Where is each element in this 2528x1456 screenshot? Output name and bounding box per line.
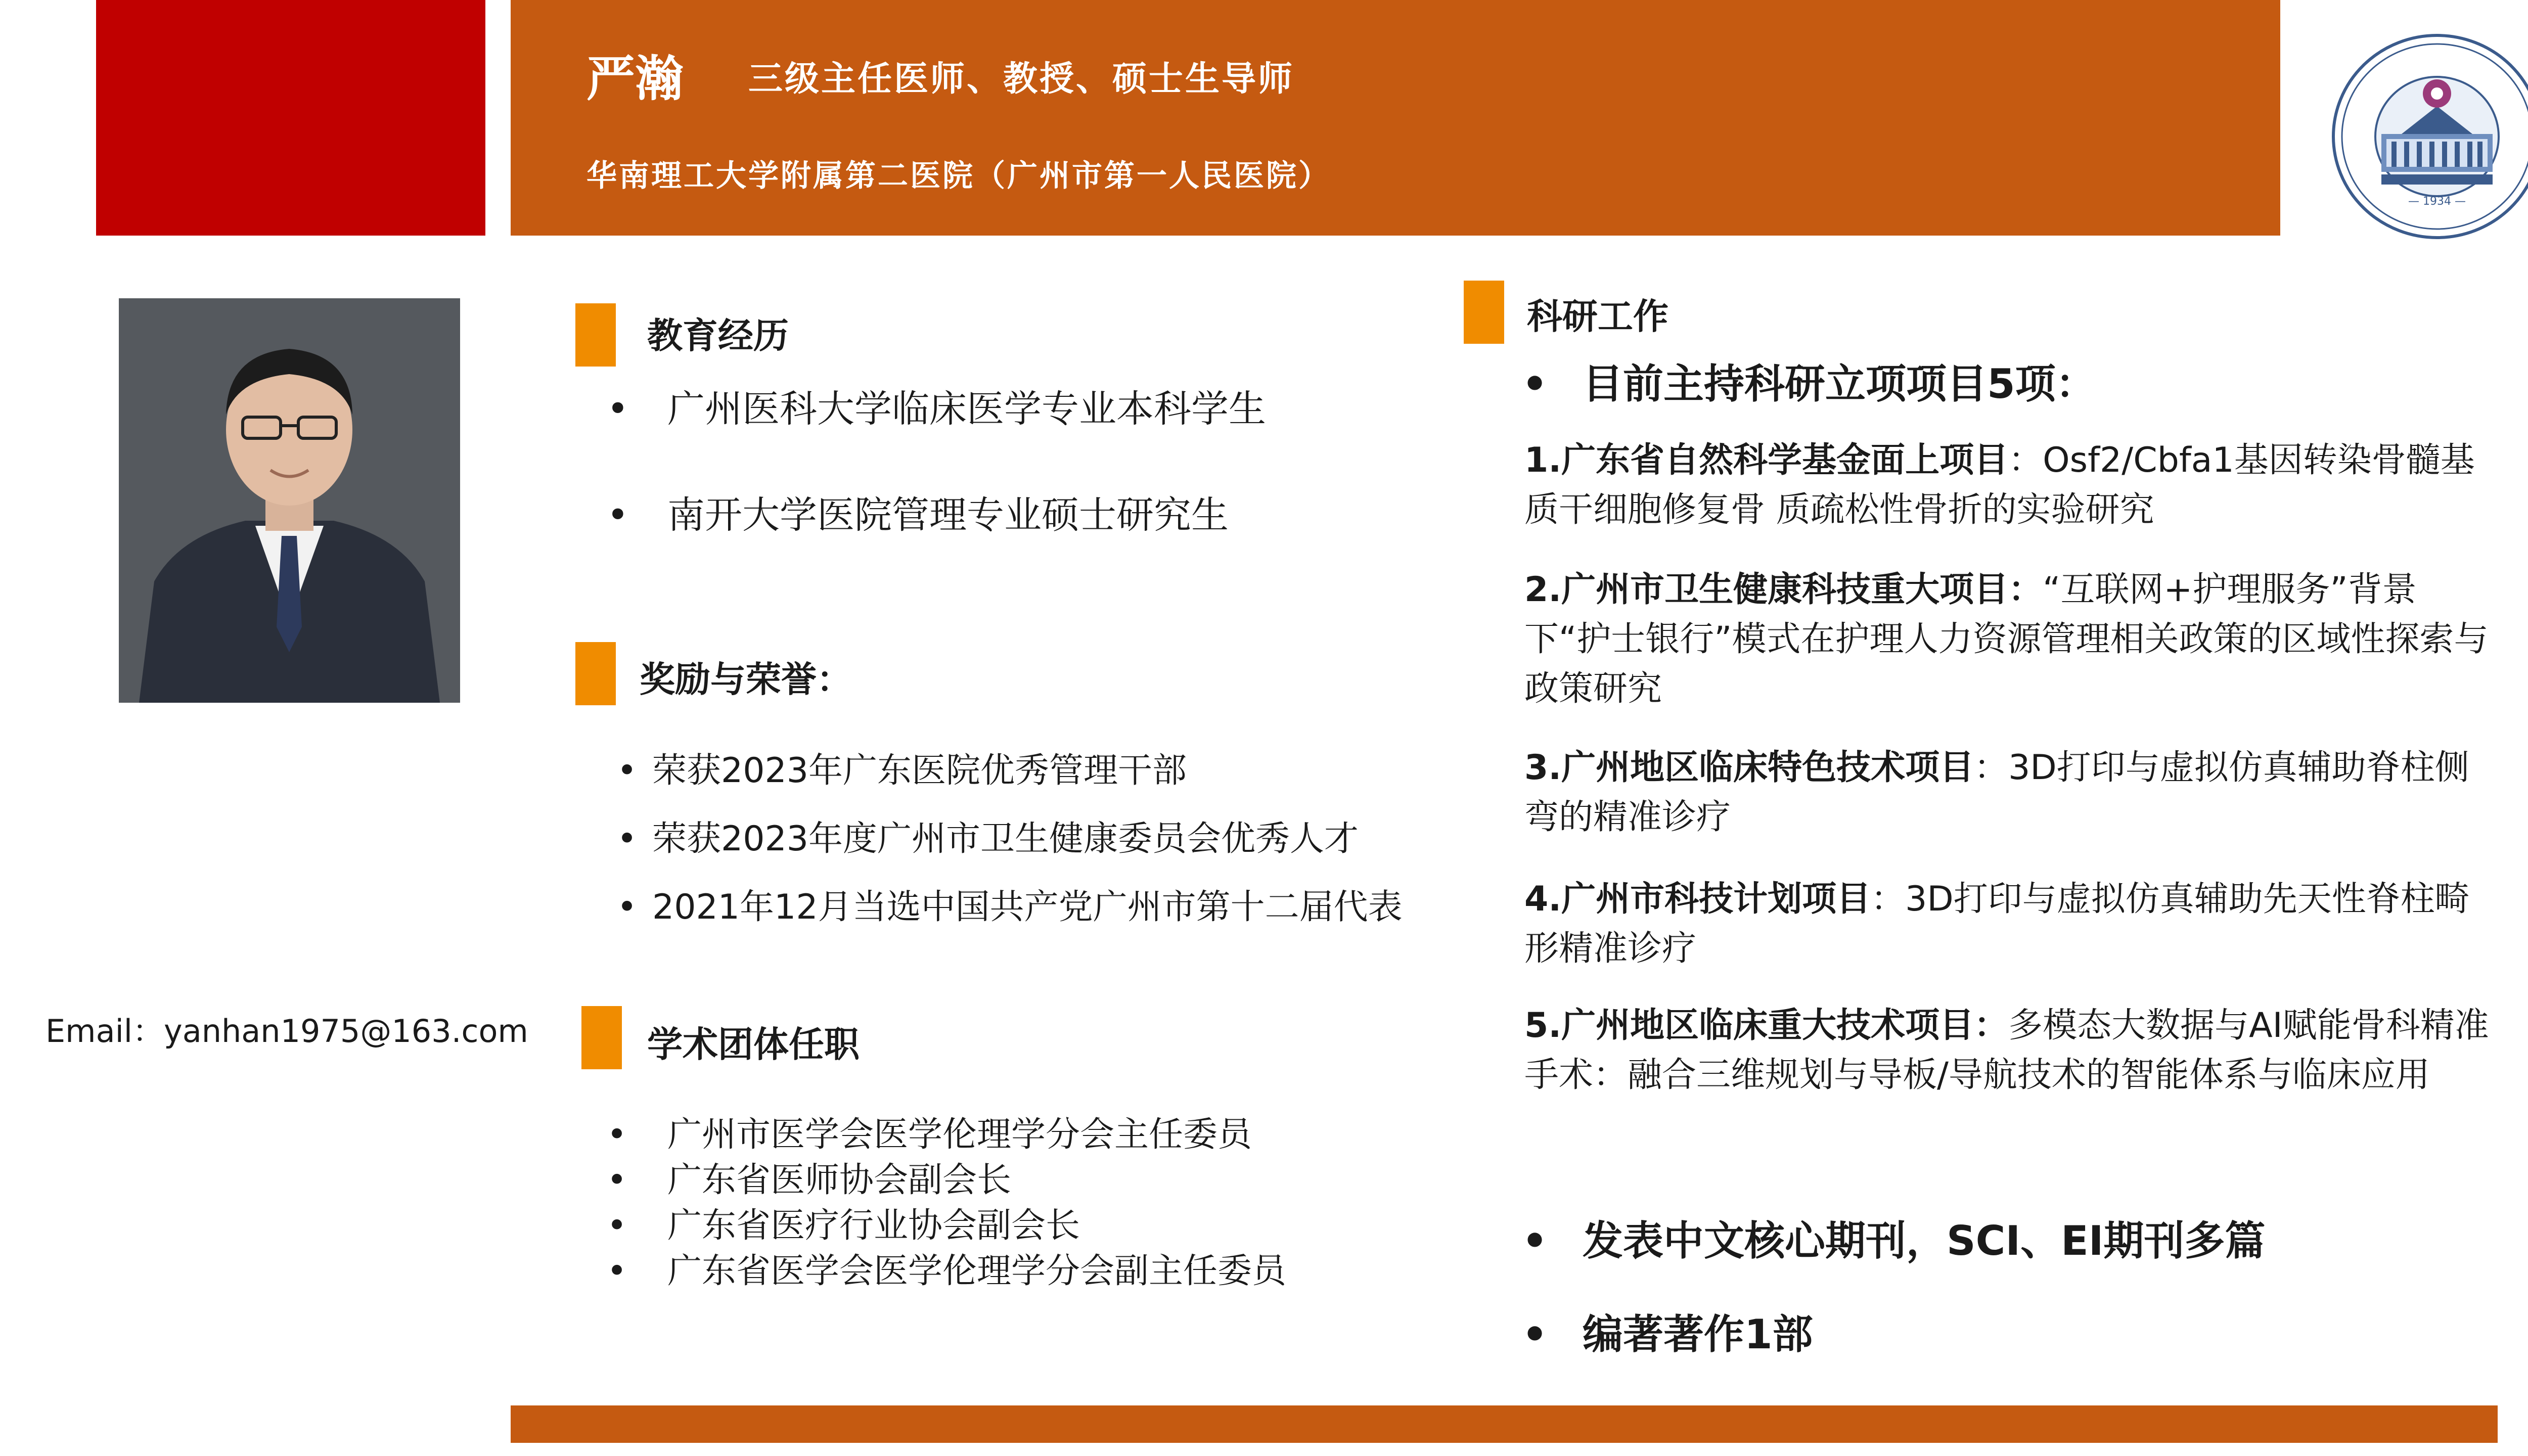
award-item: • 荣获2023年广东医院优秀管理干部: [617, 751, 1187, 791]
footer-bar: [511, 1405, 2498, 1443]
academic-heading: 学术团体任职: [647, 1024, 860, 1065]
person-name: 严瀚: [586, 51, 684, 107]
awards-heading: 奖励与荣誉：: [640, 659, 852, 700]
research-project: 4.广州市科技计划项目：3D打印与虚拟仿真辅助先天性脊柱畸形精准诊疗: [1524, 879, 2469, 969]
research-project: 1.广东省自然科学基金面上项目：Osf2/Cbfa1基因转染骨髓基质干细胞修复骨 质疏松性骨折的实验研究: [1524, 440, 2475, 530]
academic-item: • 广东省医师协会副会长: [607, 1160, 1012, 1200]
svg-text:— 1934 —: — 1934 —: [2408, 195, 2466, 208]
education-item: • 广州医科大学临床医学专业本科学生: [607, 387, 1266, 431]
section-marker: [1464, 281, 1504, 344]
education-heading: 教育经历: [647, 315, 789, 356]
publications-item: • 发表中文核心期刊，SCI、EI期刊多篇: [1522, 1217, 2266, 1264]
research-project: 3.广州地区临床特色技术项目：3D打印与虚拟仿真辅助脊柱侧弯的精准诊疗: [1524, 748, 2469, 837]
hospital-name: 华南理工大学附属第二医院（广州市第一人民医院）: [586, 158, 1331, 194]
section-marker: [575, 642, 616, 705]
research-project: 5.广州地区临床重大技术项目：多模态大数据与AI赋能骨科精准手术：融合三维规划与导板/导航技术的智能体系与临床应用: [1524, 1006, 2489, 1095]
research-summary: • 目前主持科研立项项目5项：: [1522, 360, 2096, 407]
research-project: 2.广州市卫生健康科技重大项目：“互联网+护理服务”背景下“护士银行”模式在护理人力资源管理相关政策的区域性探索与政策研究: [1524, 570, 2489, 709]
header-banner: [511, 0, 2280, 236]
person-title: 三级主任医师、教授、硕士生导师: [748, 59, 1295, 99]
award-item: • 荣获2023年度广州市卫生健康委员会优秀人才: [617, 819, 1359, 859]
university-seal-icon: [2326, 30, 2528, 243]
red-header-block: [96, 0, 485, 236]
academic-item: • 广东省医学会医学伦理学分会副主任委员: [607, 1251, 1287, 1291]
award-item: • 2021年12月当选中国共产党广州市第十二届代表: [617, 887, 1403, 927]
section-marker: [575, 303, 616, 367]
email-address: Email：yanhan1975@163.com: [46, 1013, 528, 1050]
academic-item: • 广州市医学会医学伦理学分会主任委员: [607, 1115, 1252, 1155]
profile-photo: [119, 298, 460, 703]
section-marker: [581, 1006, 622, 1069]
education-item: • 南开大学医院管理专业硕士研究生: [607, 493, 1229, 537]
academic-item: • 广东省医疗行业协会副会长: [607, 1206, 1080, 1246]
research-heading: 科研工作: [1527, 296, 1668, 337]
books-item: • 编著著作1部: [1522, 1311, 1813, 1358]
